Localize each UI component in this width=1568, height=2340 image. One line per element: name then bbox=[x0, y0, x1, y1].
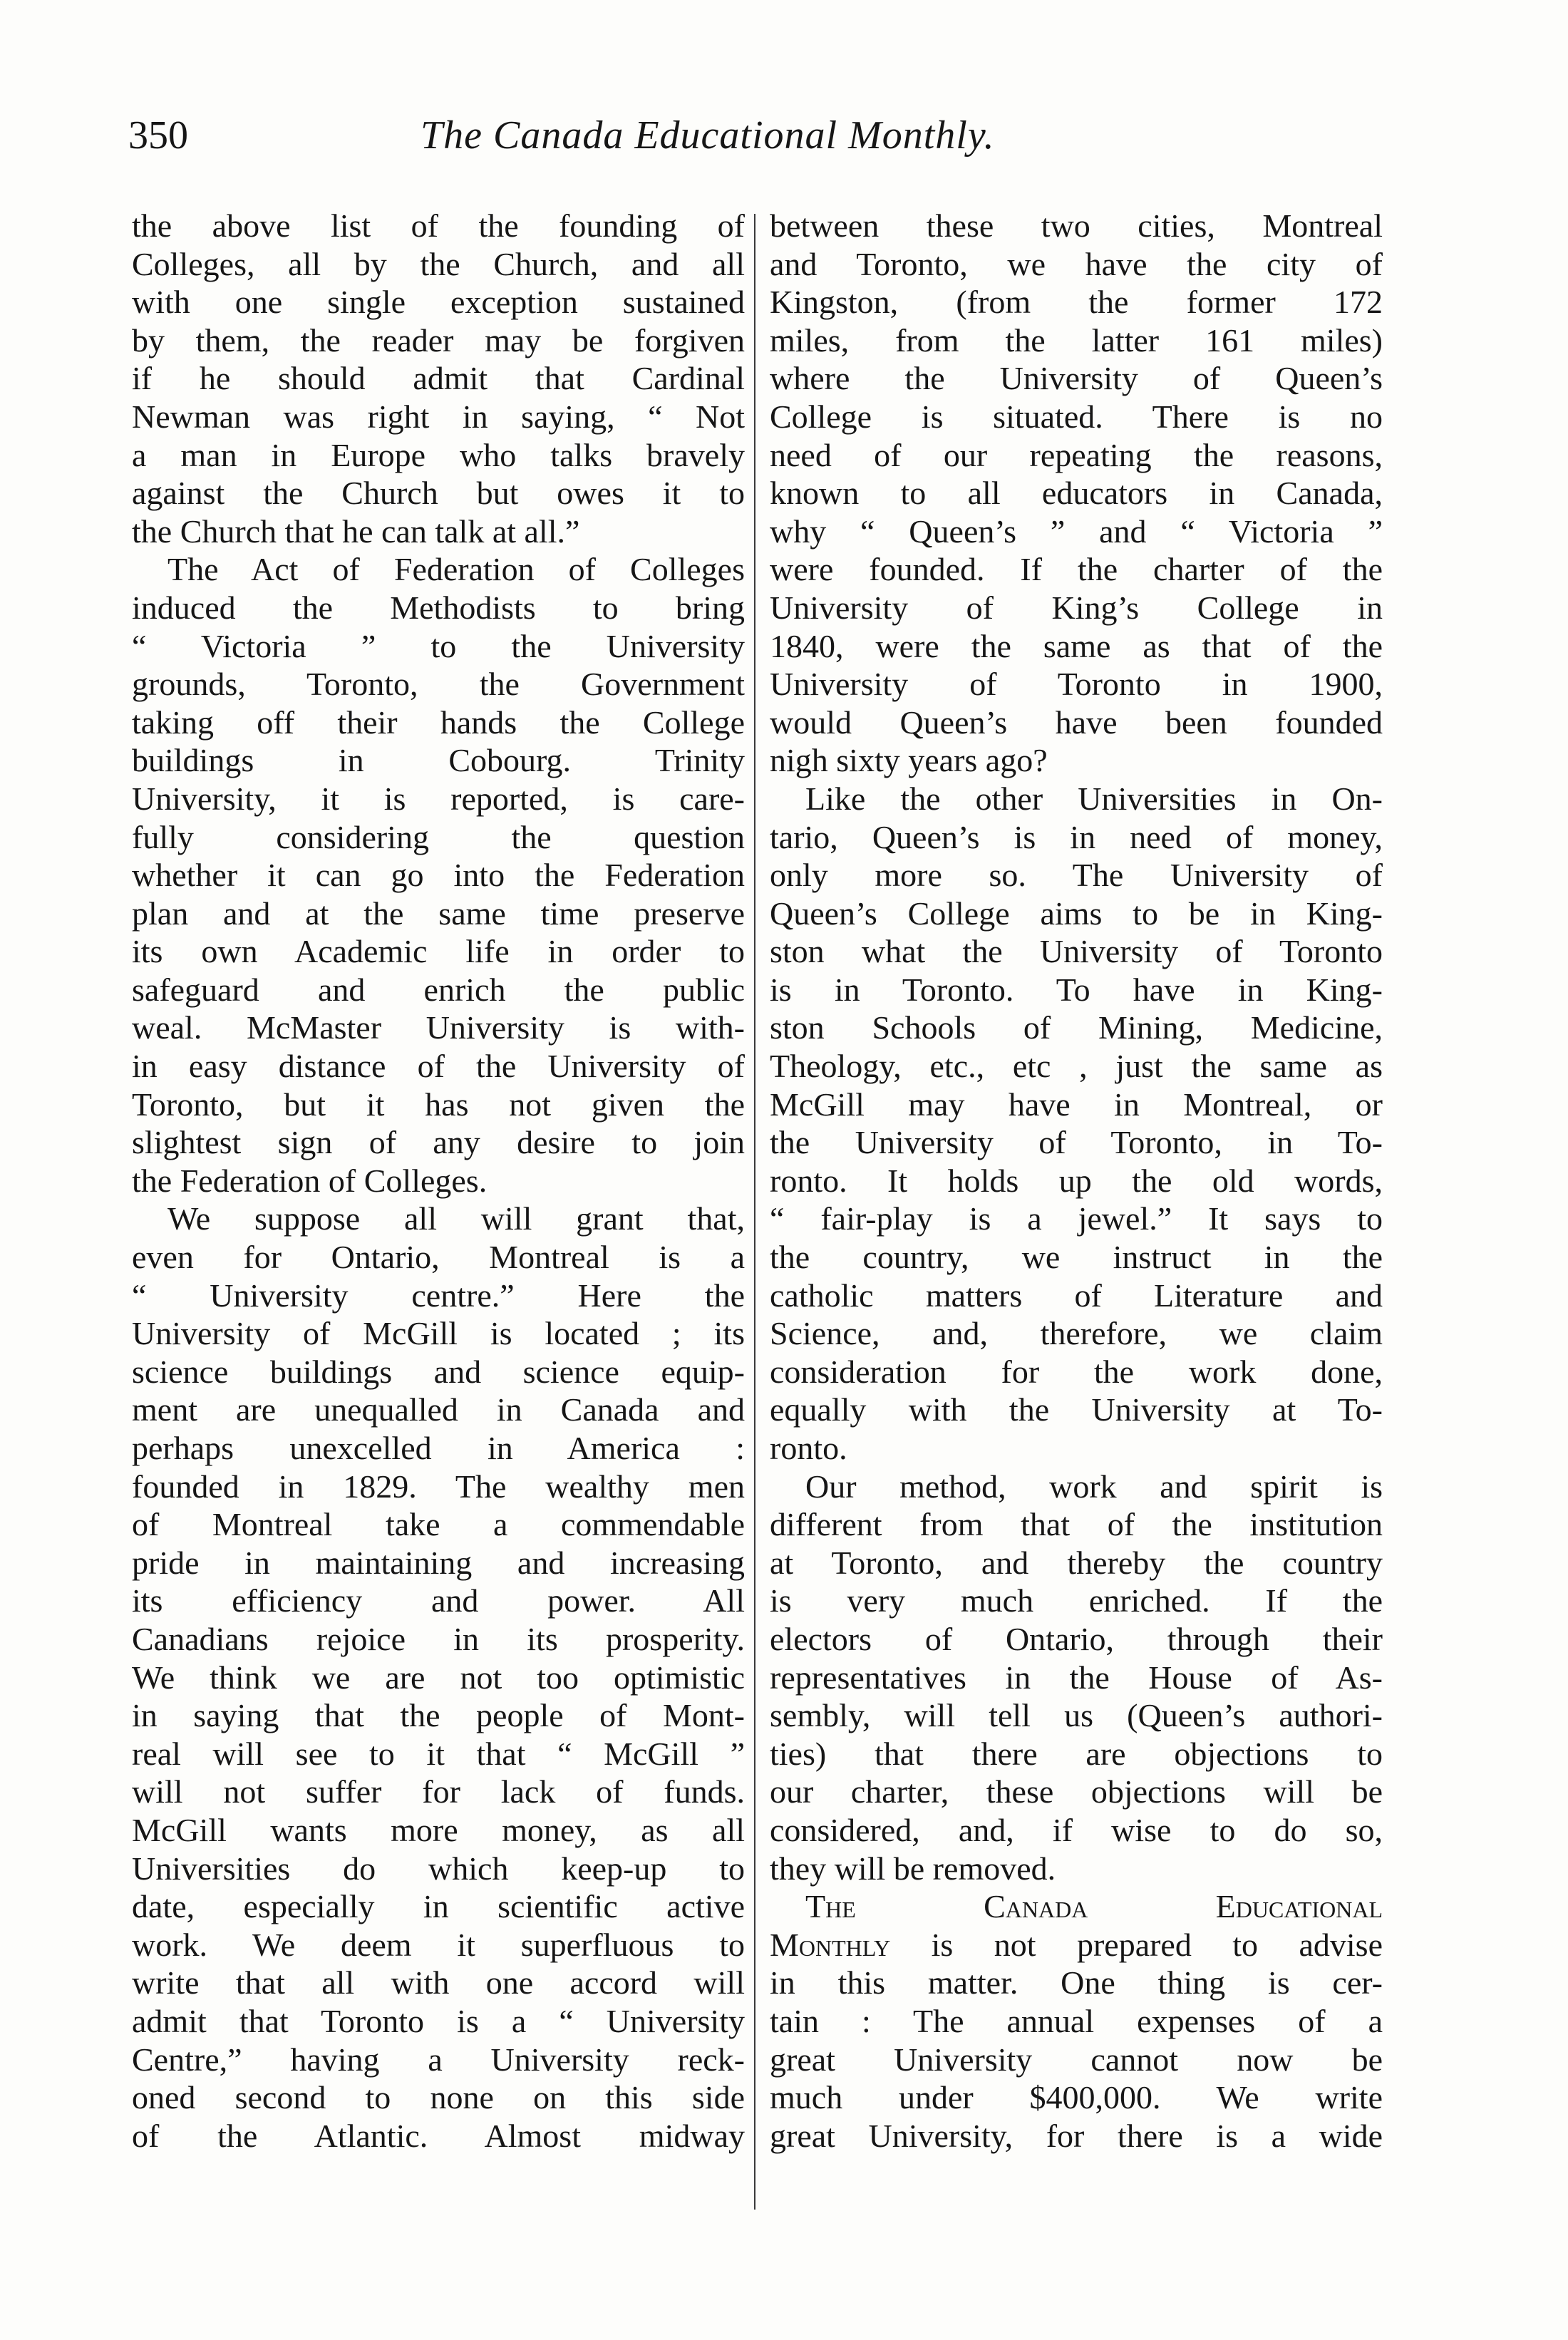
text-line: slightest sign of any desire to join bbox=[132, 1124, 745, 1161]
text-line: and Toronto, we have the city of bbox=[770, 245, 1383, 282]
text-line: write that all with one accord will bbox=[132, 1964, 745, 2001]
text-line: the University of Toronto, in To- bbox=[770, 1124, 1383, 1161]
text-line: known to all educators in Canada, bbox=[770, 475, 1383, 512]
text-line: in saying that the people of Mont- bbox=[132, 1697, 745, 1734]
page-number: 350 bbox=[128, 113, 188, 158]
text-line: date, especially in scientific active bbox=[132, 1888, 745, 1925]
text-line: Toronto, but it has not given the bbox=[132, 1086, 745, 1123]
text-line: by them, the reader may be forgiven bbox=[132, 321, 745, 359]
text-line: Kingston, (from the former 172 bbox=[770, 284, 1383, 321]
left-text-column bbox=[132, 207, 745, 2155]
text-line: if he should admit that Cardinal bbox=[132, 360, 745, 397]
text-line: University of McGill is located ; its bbox=[132, 1315, 745, 1352]
text-line: with one single exception sustained bbox=[132, 284, 745, 321]
text-line: Our method, work and spirit is bbox=[805, 1468, 1383, 1505]
text-line: much under $400,000. We write bbox=[770, 2079, 1383, 2116]
text-line: of the Atlantic. Almost midway bbox=[132, 2117, 745, 2154]
text-line: at Toronto, and thereby the country bbox=[770, 1544, 1383, 1581]
text-line: where the University of Queen’s bbox=[770, 360, 1383, 397]
text-line: in easy distance of the University of bbox=[132, 1048, 745, 1085]
text-line: nigh sixty years ago? bbox=[770, 742, 1048, 779]
text-line: its efficiency and power. All bbox=[132, 1582, 745, 1619]
text-line: why “ Queen’s ” and “ Victoria ” bbox=[770, 512, 1383, 550]
text-line: 1840, were the same as that of the bbox=[770, 627, 1383, 664]
text-line: a man in Europe who talks bravely bbox=[132, 436, 745, 473]
text-line: taking off their hands the College bbox=[132, 703, 745, 741]
text-line: University of Toronto in 1900, bbox=[770, 666, 1383, 703]
text-line: work. We deem it superfluous to bbox=[132, 1926, 745, 1963]
text-line: our charter, these objections will be bbox=[770, 1773, 1383, 1810]
text-line: tario, Queen’s is in need of money, bbox=[770, 818, 1383, 855]
text-line: “ fair-play is a jewel.” It says to bbox=[770, 1200, 1383, 1237]
right-text-column bbox=[770, 207, 1383, 2155]
text-line: ronto. It holds up the old words, bbox=[770, 1162, 1383, 1199]
text-line: Universities do which keep-up to bbox=[132, 1850, 745, 1887]
text-line: real will see to it that “ McGill ” bbox=[132, 1735, 745, 1772]
text-line: weal. McMaster University is with- bbox=[132, 1009, 745, 1046]
running-title: The Canada Educational Monthly. bbox=[421, 113, 995, 158]
column-divider bbox=[754, 214, 755, 2210]
text-line: the Federation of Colleges. bbox=[132, 1162, 488, 1199]
text-line: The Canada Educational bbox=[805, 1888, 1383, 1925]
running-header bbox=[128, 107, 1397, 171]
text-line: University, it is reported, is care- bbox=[132, 780, 745, 817]
text-line: Colleges, all by the Church, and all bbox=[132, 245, 745, 282]
text-line: great University cannot now be bbox=[770, 2041, 1383, 2078]
text-line: pride in maintaining and increasing bbox=[132, 1544, 745, 1581]
text-line: ties) that there are objections to bbox=[770, 1735, 1383, 1772]
text-line: Newman was right in saying, “ Not bbox=[132, 398, 745, 435]
text-line: will not suffer for lack of funds. bbox=[132, 1773, 745, 1810]
text-line: buildings in Cobourg. Trinity bbox=[132, 742, 745, 779]
text-line: great University, for there is a wide bbox=[770, 2117, 1383, 2154]
text-line: Queen’s College aims to be in King- bbox=[770, 895, 1383, 932]
text-line: Theology, etc., etc , just the same as bbox=[770, 1048, 1383, 1085]
text-line: is in Toronto. To have in King- bbox=[770, 971, 1383, 1008]
text-line: science buildings and science equip- bbox=[132, 1353, 745, 1390]
text-line: different from that of the institution bbox=[770, 1506, 1383, 1543]
text-line: against the Church but owes it to bbox=[132, 475, 745, 512]
text-line: fully considering the question bbox=[132, 818, 745, 855]
text-line: ston Schools of Mining, Medicine, bbox=[770, 1009, 1383, 1046]
text-line: the country, we instruct in the bbox=[770, 1239, 1383, 1276]
text-line: its own Academic life in order to bbox=[132, 933, 745, 970]
text-line: they will be removed. bbox=[770, 1850, 1056, 1887]
text-line: considered, and, if wise to do so, bbox=[770, 1811, 1383, 1848]
text-line: only more so. The University of bbox=[770, 857, 1383, 894]
text-line: equally with the University at To- bbox=[770, 1391, 1383, 1428]
text-line: We suppose all will grant that, bbox=[167, 1200, 745, 1237]
text-line: is very much enriched. If the bbox=[770, 1582, 1383, 1619]
text-line: even for Ontario, Montreal is a bbox=[132, 1239, 745, 1276]
text-line: the above list of the founding of bbox=[132, 207, 745, 244]
text-line: induced the Methodists to bring bbox=[132, 589, 745, 626]
text-line: tain : The annual expenses of a bbox=[770, 2002, 1383, 2039]
text-line: electors of Ontario, through their bbox=[770, 1620, 1383, 1657]
text-line: whether it can go into the Federation bbox=[132, 857, 745, 894]
text-line: of Montreal take a commendable bbox=[132, 1506, 745, 1543]
text-line: ronto. bbox=[770, 1430, 847, 1466]
text-line: University of King’s College in bbox=[770, 589, 1383, 626]
text-line: College is situated. There is no bbox=[770, 398, 1383, 435]
text-line: We think we are not too optimistic bbox=[132, 1659, 745, 1696]
text-line: sembly, will tell us (Queen’s authori- bbox=[770, 1697, 1383, 1734]
text-line: ment are unequalled in Canada and bbox=[132, 1391, 745, 1428]
text-line: McGill may have in Montreal, or bbox=[770, 1086, 1383, 1123]
text-line: oned second to none on this side bbox=[132, 2079, 745, 2116]
text-line: plan and at the same time preserve bbox=[132, 895, 745, 932]
text-line: need of our repeating the reasons, bbox=[770, 436, 1383, 473]
text-line: Like the other Universities in On- bbox=[805, 780, 1383, 817]
text-line: perhaps unexcelled in America : bbox=[132, 1430, 745, 1466]
text-line: founded in 1829. The wealthy men bbox=[132, 1468, 745, 1505]
text-line: admit that Toronto is a “ University bbox=[132, 2002, 745, 2039]
text-line: The Act of Federation of Colleges bbox=[167, 551, 745, 588]
text-line: miles, from the latter 161 miles) bbox=[770, 321, 1383, 359]
text-line: McGill wants more money, as all bbox=[132, 1811, 745, 1848]
text-line: “ Victoria ” to the University bbox=[132, 627, 745, 664]
text-line: “ University centre.” Here the bbox=[132, 1277, 745, 1314]
text-line: Monthly is not prepared to advise bbox=[770, 1926, 1383, 1963]
text-line: grounds, Toronto, the Government bbox=[132, 666, 745, 703]
text-line: would Queen’s have been founded bbox=[770, 703, 1383, 741]
text-line: the Church that he can talk at all.” bbox=[132, 512, 580, 550]
text-line: in this matter. One thing is cer- bbox=[770, 1964, 1383, 2001]
text-line: Centre,” having a University reck- bbox=[132, 2041, 745, 2078]
text-line: catholic matters of Literature and bbox=[770, 1277, 1383, 1314]
text-line: ston what the University of Toronto bbox=[770, 933, 1383, 970]
text-line: representatives in the House of As- bbox=[770, 1659, 1383, 1696]
text-line: Science, and, therefore, we claim bbox=[770, 1315, 1383, 1352]
text-line: were founded. If the charter of the bbox=[770, 551, 1383, 588]
text-line: safeguard and enrich the public bbox=[132, 971, 745, 1008]
text-line: between these two cities, Montreal bbox=[770, 207, 1383, 244]
text-line: consideration for the work done, bbox=[770, 1353, 1383, 1390]
text-line: Canadians rejoice in its prosperity. bbox=[132, 1620, 745, 1657]
